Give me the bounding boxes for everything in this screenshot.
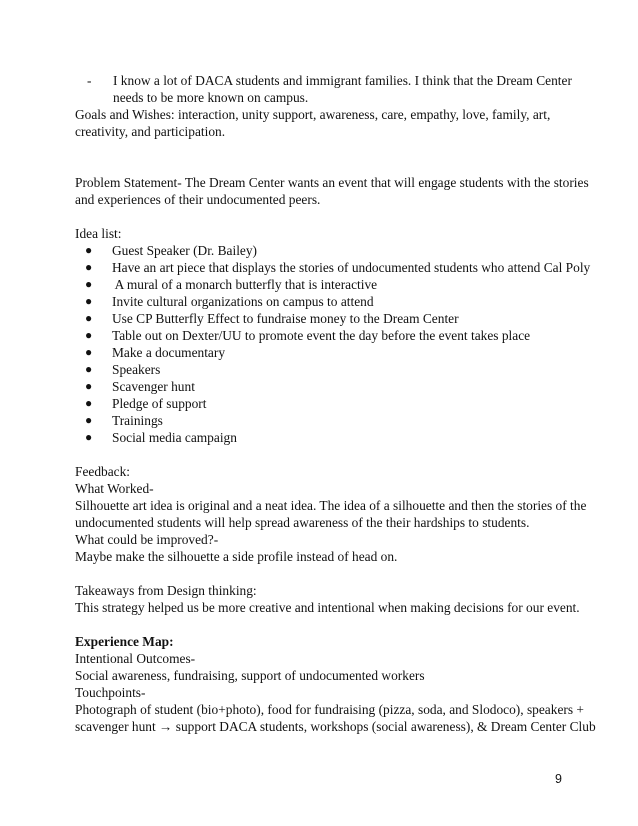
bullet-icon: ●	[85, 379, 93, 393]
list-item	[75, 412, 565, 429]
list-item-text: Make a documentary	[112, 345, 226, 360]
takeaways-heading: Takeaways from Design thinking:	[75, 583, 257, 598]
list-item	[75, 259, 591, 276]
outcomes-label: Intentional Outcomes-	[75, 651, 196, 666]
list-item-text: Scavenger hunt	[112, 379, 195, 394]
bullet-icon: ●	[85, 311, 93, 325]
bullet-icon: ●	[85, 277, 93, 291]
list-item	[75, 276, 565, 293]
bullet-icon: ●	[85, 294, 93, 308]
list-item-text: Table out on Dexter/UU to promote event the day before the event takes place	[112, 328, 531, 343]
list-item-text: A mural of a monarch butterfly that is interactive	[112, 277, 378, 292]
list-item-text: Invite cultural organizations on campus to attend	[112, 294, 374, 309]
list-item	[75, 293, 565, 310]
list-item	[75, 310, 565, 327]
list-item-text: Speakers	[112, 362, 161, 377]
list-item	[75, 378, 565, 395]
what-worked-line: undocumented students will help spread awareness of the their hardships to students.	[75, 515, 530, 530]
list-item	[75, 429, 565, 446]
bullet-icon: ●	[85, 396, 93, 410]
idea-list	[75, 242, 591, 446]
problem-statement-line: and experiences of their undocumented peers.	[75, 192, 321, 207]
bullet-icon: ●	[85, 413, 93, 427]
goals-line: Goals and Wishes: interaction, unity support, awareness, care, empathy, love, family, art,	[75, 107, 551, 122]
list-item-text: Have an art piece that displays the stories of undocumented students who attend Cal Poly	[112, 260, 591, 275]
touchpoints-line: scavenger hunt → support DACA students, workshops (social awareness), & Dream Center Club	[75, 719, 596, 734]
bullet-icon: ●	[85, 328, 93, 342]
dash-list-item	[75, 72, 572, 106]
dash-item-line: needs to be more known on campus.	[113, 90, 309, 105]
what-worked-line: Silhouette art idea is original and a neat idea. The idea of a silhouette and then the stories of the	[75, 498, 587, 513]
bullet-icon: ●	[85, 430, 93, 444]
list-item-text: Use CP Butterfly Effect to fundraise money to the Dream Center	[112, 311, 459, 326]
list-item	[75, 242, 565, 259]
bullet-icon: ●	[85, 345, 93, 359]
list-item-text: Guest Speaker (Dr. Bailey)	[112, 243, 258, 258]
what-worked-label: What Worked-	[75, 481, 154, 496]
improve-label: What could be improved?-	[75, 532, 219, 547]
bullet-icon: ●	[85, 243, 93, 257]
goals-line: creativity, and participation.	[75, 124, 226, 139]
list-item	[75, 395, 565, 412]
feedback-heading: Feedback:	[75, 464, 131, 479]
takeaways-text: This strategy helped us be more creative and intentional when making decisions for our event.	[75, 600, 580, 615]
list-item-text: Pledge of support	[112, 396, 207, 411]
list-item	[75, 344, 565, 361]
touchpoints-label: Touchpoints-	[75, 685, 146, 700]
bullet-icon: ●	[85, 260, 93, 274]
dash-marker: -	[87, 73, 92, 88]
improve-text: Maybe make the silhouette a side profile instead of head on.	[75, 549, 398, 564]
list-item-text: Trainings	[112, 413, 163, 428]
list-item	[75, 327, 565, 344]
page-number: 9	[555, 772, 562, 786]
bullet-icon: ●	[85, 362, 93, 376]
idea-list-label: Idea list:	[75, 226, 122, 241]
dash-item-line: I know a lot of DACA students and immigrant families. I think that the Dream Center	[113, 73, 572, 88]
list-item	[75, 361, 565, 378]
experience-map-heading: Experience Map:	[75, 634, 174, 649]
list-item-text: Social media campaign	[112, 430, 237, 445]
touchpoints-line: Photograph of student (bio+photo), food for fundraising (pizza, soda, and Slodoco), speakers +	[75, 702, 584, 717]
page-content	[75, 72, 596, 735]
problem-statement-line: Problem Statement- The Dream Center wants an event that will engage students with the stories	[75, 175, 589, 190]
outcomes-text: Social awareness, fundraising, support of undocumented workers	[75, 668, 425, 683]
